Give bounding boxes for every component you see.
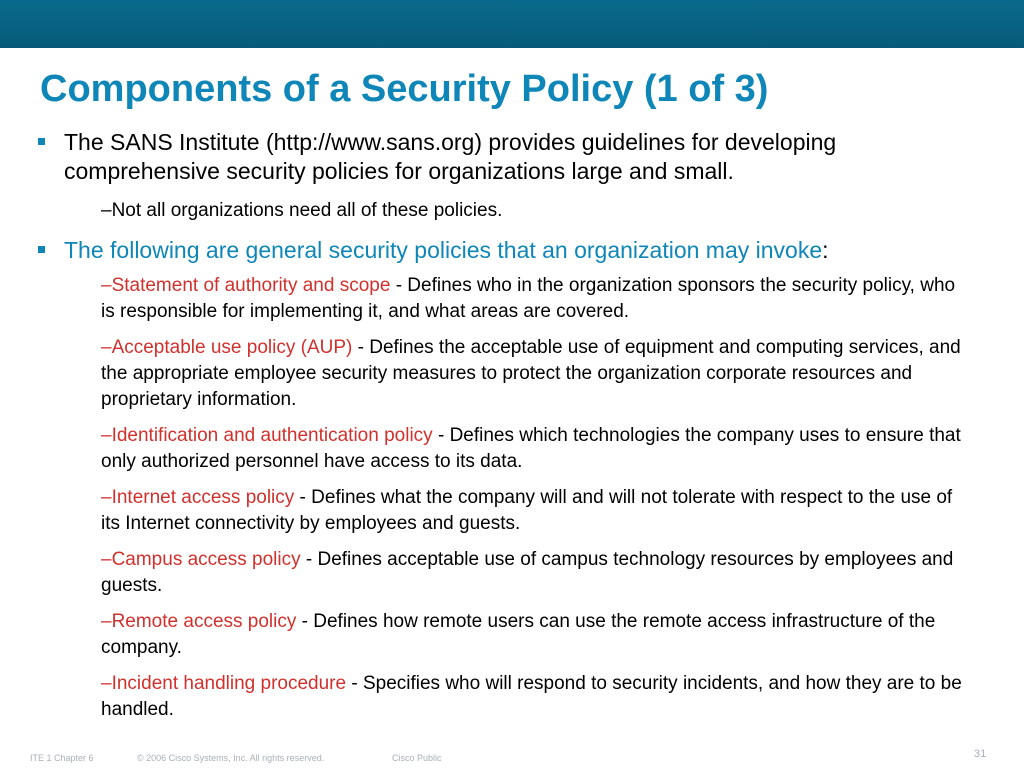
policy-description: - Defines what the company will and will not tolerate with respect to the use of its Internet connectivity by employees and guests. <box>101 487 953 534</box>
footer-classification: Cisco Public <box>392 753 442 763</box>
policy-description: - Defines who in the organization sponsors the security policy, who is responsible for implementing it, and what areas are covered. <box>101 275 956 322</box>
policy-description: - Specifies who will respond to security incidents, and how they are to be handled. <box>101 673 962 720</box>
policy-name: –Campus access policy <box>101 549 301 570</box>
bullet-square-icon <box>38 246 45 253</box>
slide-content <box>0 128 1024 723</box>
policy-item-campus <box>0 547 1024 599</box>
bullet-text: The SANS Institute (http://www.sans.org) provides guidelines for developing comprehensive security policies for organizations large and small. <box>64 129 837 184</box>
policy-name: –Internet access policy <box>101 487 295 508</box>
policy-item-incident <box>0 671 1024 723</box>
footer <box>30 753 442 763</box>
bullet-text: The following are general security policies that an organization may invoke <box>64 237 823 263</box>
footer-copyright: © 2006 Cisco Systems, Inc. All rights reserved. <box>137 753 325 763</box>
policy-item-internet <box>0 485 1024 537</box>
policy-name: –Incident handling procedure <box>101 673 347 694</box>
slide-title: Components of a Security Policy (1 of 3) <box>40 68 769 110</box>
bullet-sans <box>0 128 1024 186</box>
policy-description: - Defines which technologies the company uses to ensure that only authorized personnel have access to its data. <box>101 425 961 472</box>
policy-item-aup <box>0 335 1024 413</box>
policy-name: –Remote access policy <box>101 611 297 632</box>
policy-item-authority <box>0 273 1024 325</box>
page-number: 31 <box>974 748 987 760</box>
policy-name: –Acceptable use policy (AUP) <box>101 337 353 358</box>
bullet-square-icon <box>38 138 45 145</box>
policy-name: –Statement of authority and scope <box>101 275 391 296</box>
policy-description: - Defines how remote users can use the remote access infrastructure of the company. <box>101 611 936 658</box>
policy-name: –Identification and authentication policy <box>101 425 433 446</box>
policy-item-identification <box>0 423 1024 475</box>
bullet-suffix: : <box>822 237 829 263</box>
header-bar <box>0 0 1024 48</box>
policy-item-remote <box>0 609 1024 661</box>
policy-description: - Defines acceptable use of campus technology resources by employees and guests. <box>101 549 954 596</box>
footer-course: ITE 1 Chapter 6 <box>30 753 94 763</box>
bullet-general-policies <box>0 236 1024 265</box>
sub-note: –Not all organizations need all of these policies. <box>101 200 503 221</box>
policy-description: - Defines the acceptable use of equipment and computing services, and the appropriate employee security measures to protect the organization corporate resources and proprietary information. <box>101 337 961 410</box>
